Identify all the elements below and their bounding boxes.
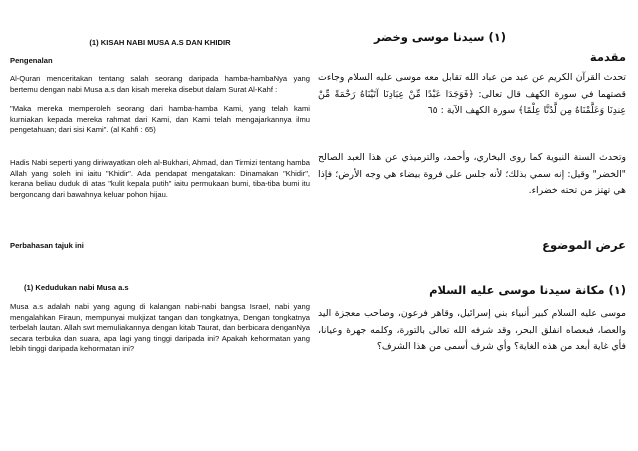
ard-heading: عرض الموضوع: [542, 238, 626, 252]
kedudukan-heading: (1) Kedudukan nabi Musa a.s: [24, 283, 129, 292]
pengenalan-quote: "Maka mereka memperoleh seorang dari hamba-hamba Kami, yang telah kami kurniakan kepada mereka rahmat dari Kami, dan Kami telah mengajarkannya ilmu pengetahuan; dari sisi Kami". (al Kahfi : 65): [10, 104, 310, 135]
malay-title: (1) KISAH NABI MUSA A.S DAN KHIDIR: [89, 38, 231, 47]
pengenalan-heading: Pengenalan: [10, 56, 53, 65]
kedudukan-paragraph: Musa a.s adalah nabi yang agung di kalangan nabi-nabi bangsa Israel, nabi yang mengalahkan Firaun, mempunyai mukjizat tangan dan tongkatnya, Dengan tongkatnya terbelah lautan. Allah swt memuliakannya dengan kitab Taurat, dan berbicara denganNya secara terbuka dan suara, apa lagi yang tinggi daripada ini? Apakah kehormatan yang lebih tinggi daripada kehormatan ini?: [10, 302, 311, 354]
makanah-paragraph: موسى عليه السلام كبير أنبياء بني إسرائيل، وقاهر فرعون، وصاحب معجزة اليد والعصا، فبعصاه انفلق البحر، وقد شرفه الله تعالى بالتورة، وكلمه جهرة وعيانا، فأي غاية أبعد من هذه الغاية؟ وأي شرف أسمى من هذا الشرف؟: [318, 308, 626, 352]
hadis-paragraph: Hadis Nabi seperti yang diriwayatkan oleh al-Bukhari, Ahmad, dan Tirmizi tentang hamba Allah yang soleh ini iaitu "Khidir". Ada pendapat mengatakan: Dinamakan "Khidir", kerana beliau duduk di atas "kulit kepala putih" iaitu permukaan bumi, tiba-tiba bumi itu bergoncang dari bawahnya keluar pohon hijau.: [10, 158, 310, 199]
arabic-title: (١) سيدنا موسى وخضر: [373, 30, 506, 44]
perbahasan-heading: Perbahasan tajuk ini: [10, 241, 84, 250]
arabic-column: [318, 0, 626, 451]
pengenalan-paragraph: Al-Quran menceritakan tentang salah seorang daripada hamba-hambaNya yang bertemu dengan nabi Musa a.s dan kisah mereka disebut dalam Surat Al-Kahf :: [10, 74, 310, 94]
muqaddimah-heading: مقدمة: [589, 50, 626, 64]
muqaddimah-paragraph: تحدث القرآن الكريم عن عبد من عباد الله تقابل معه موسى عليه السلام وجاءت قصتهما في سورة الكهف قال تعالى: ﴿فَوَجَدَا عَبْدًا مِّنْ عِبَادِنَا آتَيْنَاهُ رَحْمَةً مِّنْ عِندِنَا وَعَلَّمْنَاهُ مِن لَّدُنَّا عِلْمًا﴾ سورة الكهف الآية : ٦٥: [318, 72, 626, 116]
makanah-heading: (١) مكانة سيدنا موسى عليه السلام: [429, 283, 626, 297]
sunnah-paragraph: وتحدث السنة النبوية كما روى البخاري، وأحمد، والترميذي عن هذا العبد الصالح "الخضر" وقيل: إنه سمي بذلك؛ لأنه جلس على فروة بيضاء هي وجه الأرض؛ فإذا هي تهتز من تحته خضراء.: [318, 152, 626, 196]
malay-column: [10, 0, 310, 451]
